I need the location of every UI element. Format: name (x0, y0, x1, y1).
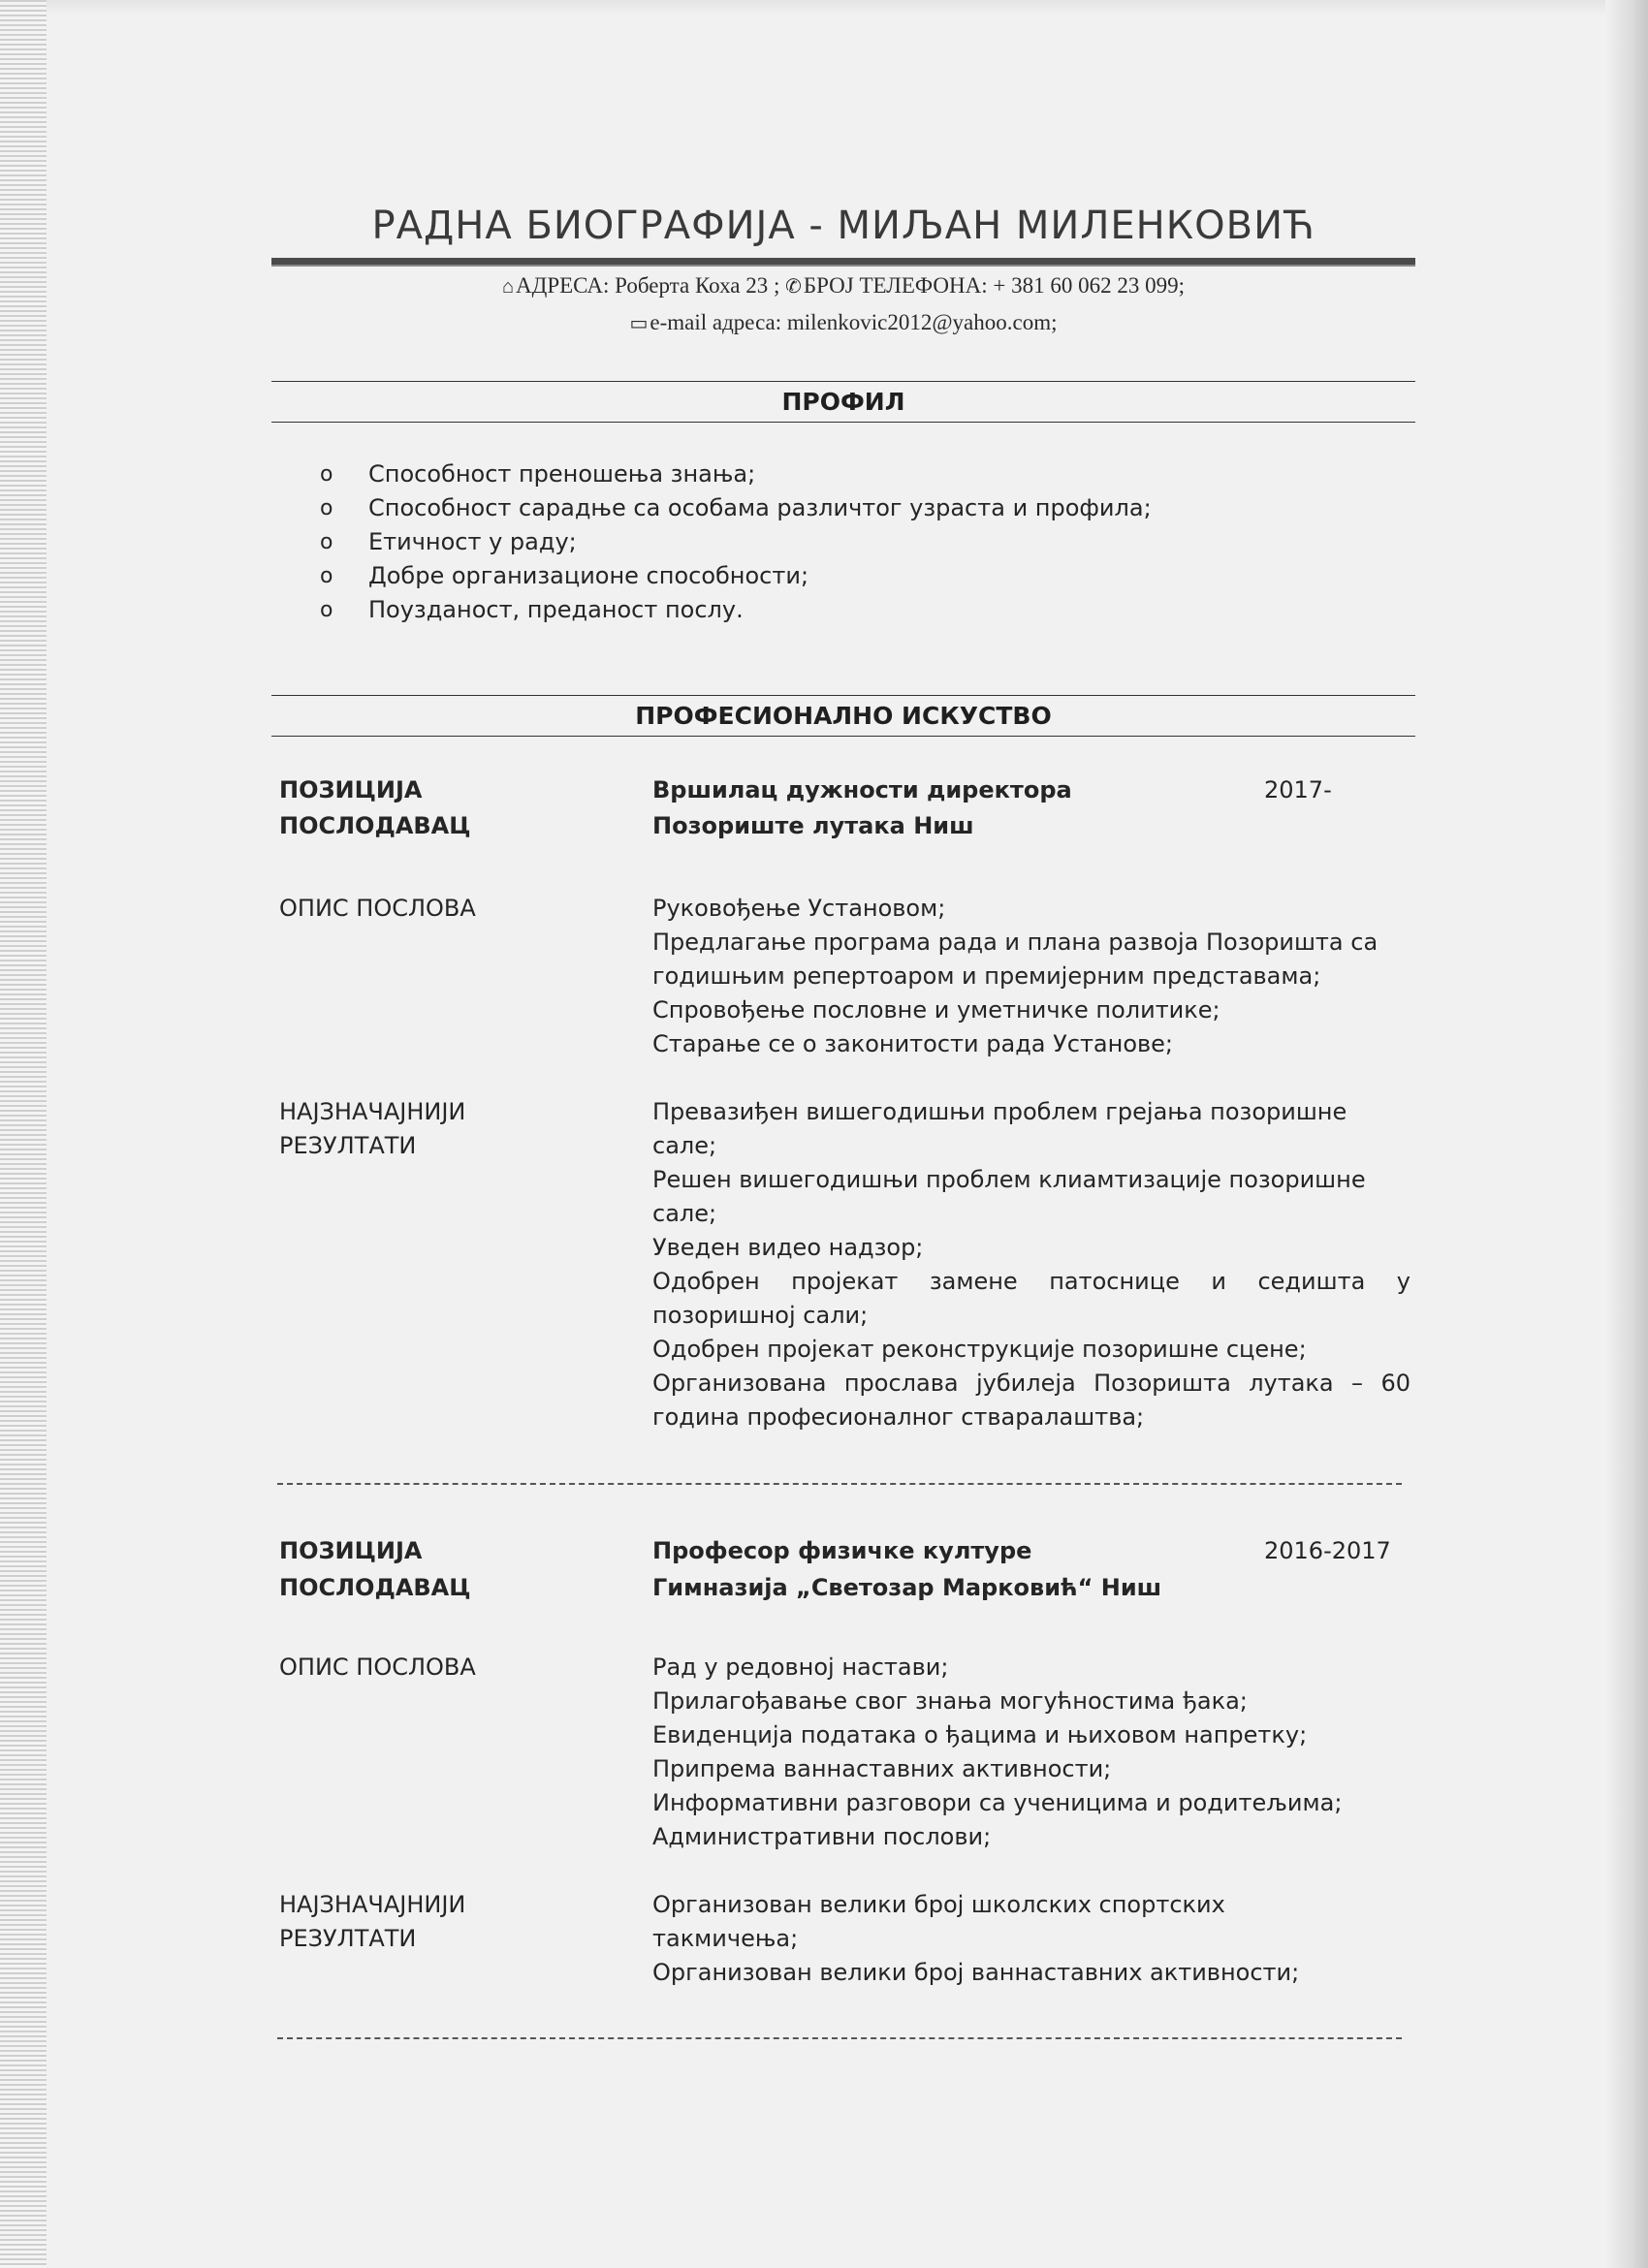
job2-employer-label: ПОСЛОДАВАЦ (279, 1574, 471, 1601)
result-line: такмичења; (652, 1925, 799, 1952)
job2-years: 2016-2017 (1264, 1537, 1391, 1564)
profile-rule-top (271, 381, 1415, 382)
job1-employer: Позориште лутака Ниш (652, 812, 974, 839)
description-line: Прилагођавање свог знања могућностима ђака; (652, 1687, 1248, 1715)
job2-results (652, 1888, 1410, 1990)
job1-description (652, 892, 1410, 1061)
job1-description-label: ОПИС ПОСЛОВА (279, 895, 476, 922)
list-item: o Способност преношења знања; (320, 457, 1152, 491)
result-line: Одобрен пројекат замене патоснице и седишта у (652, 1268, 1410, 1295)
description-line: Рад у редовној настави; (652, 1654, 949, 1681)
result-line: сале; (652, 1132, 717, 1159)
description-line: Спровођење пословне и уметничке политике; (652, 996, 1220, 1024)
experience-rule-top (271, 695, 1415, 696)
house-icon: ⌂ (502, 276, 515, 298)
job2-employer: Гимназија „Светозар Марковић“ Ниш (652, 1574, 1162, 1601)
job1-position: Вршилац дужности директора (652, 776, 1072, 803)
experience-heading: ПРОФЕСИОНАЛНО ИСКУСТВО (635, 702, 1052, 730)
result-line: година професионалног стваралаштва; (652, 1403, 1145, 1431)
result-line: Одобрен пројекат реконструкције позоришне сцене; (652, 1336, 1307, 1363)
description-line: Старање се о законитости рада Установе; (652, 1030, 1173, 1057)
description-line: годишњим репертоаром и премијерним представама; (652, 962, 1321, 990)
address-text: АДРЕСА: Роберта Коха 23 ; (516, 273, 780, 298)
scan-edge-right (1605, 0, 1648, 2268)
job1-results-label-2: РЕЗУЛТАТИ (279, 1132, 417, 1159)
job2-position-label: ПОЗИЦИЈА (279, 1537, 423, 1564)
job2-description (652, 1651, 1410, 1854)
job2-results-label-2: РЕЗУЛТАТИ (279, 1925, 417, 1952)
job1-results (652, 1095, 1410, 1434)
job2-results-label-1: НАЈЗНАЧАЈНИЈИ (279, 1891, 466, 1918)
job2-position: Професор физичке културе (652, 1537, 1032, 1564)
description-line: Предлагање програма рада и плана развоја Позоришта са (652, 929, 1379, 956)
job1-results-label-1: НАЈЗНАЧАЈНИЈИ (279, 1098, 466, 1125)
computer-icon: ▭ (629, 313, 649, 334)
job2-description-label: ОПИС ПОСЛОВА (279, 1654, 476, 1681)
bullet-icon: o (320, 496, 333, 520)
experience-rule-bottom (271, 736, 1415, 737)
list-item: o Добре организационе способности; (320, 559, 1152, 593)
bullet-icon: o (320, 564, 333, 588)
contact-line-1 (271, 273, 1415, 299)
title-rule (271, 258, 1415, 267)
bullet-icon: o (320, 598, 333, 622)
phone-icon: ✆ (785, 276, 802, 298)
phone-text: БРОЈ ТЕЛЕФОНА: + 381 60 062 23 099; (803, 273, 1185, 298)
profile-rule-bottom (271, 422, 1415, 423)
result-line: позоришној сали; (652, 1302, 869, 1329)
job-separator (277, 1483, 1402, 1485)
job1-position-label: ПОЗИЦИЈА (279, 776, 423, 803)
job1-employer-label: ПОСЛОДАВАЦ (279, 812, 471, 839)
profile-list (320, 457, 1152, 627)
email-text: e-mail адреса: milenkovic2012@yahoo.com; (650, 310, 1058, 334)
profile-heading: ПРОФИЛ (781, 388, 905, 416)
list-item: o Поузданост, преданост послу. (320, 593, 1152, 627)
result-line: Превазиђен вишегодишњи проблем грејања позоришне (652, 1098, 1347, 1125)
document-title: РАДНА БИОГРАФИЈА - МИЉАН МИЛЕНКОВИЋ (371, 204, 1315, 248)
result-line: Уведен видео надзор; (652, 1234, 924, 1261)
list-item: o Способност сарадње са особама различтог узраста и профила; (320, 491, 1152, 525)
job-separator (277, 2037, 1402, 2039)
result-line: Организована прослава јубилеја Позоришта лутака – 60 (652, 1370, 1410, 1397)
description-line: Информативни разговори са ученицима и родитељима; (652, 1789, 1343, 1816)
result-line: Организован велики број ваннаставних активности; (652, 1959, 1300, 1986)
resume-page (271, 0, 1415, 2268)
description-line: Руковођење Установом; (652, 895, 946, 922)
bullet-icon: o (320, 530, 333, 554)
result-line: Решен вишегодишњи проблем клиамтизације позоришне (652, 1166, 1366, 1193)
contact-line-2 (271, 310, 1415, 335)
result-line: Организован велики број школских спортских (652, 1891, 1225, 1918)
job1-years: 2017- (1264, 776, 1332, 803)
bullet-icon: o (320, 462, 333, 487)
description-line: Административни послови; (652, 1823, 992, 1850)
scan-edge-left (0, 0, 47, 2268)
description-line: Припрема ваннаставних активности; (652, 1755, 1112, 1782)
result-line: сале; (652, 1200, 717, 1227)
description-line: Евиденција података о ђацима и њиховом напретку; (652, 1721, 1308, 1748)
list-item: o Етичност у раду; (320, 525, 1152, 559)
